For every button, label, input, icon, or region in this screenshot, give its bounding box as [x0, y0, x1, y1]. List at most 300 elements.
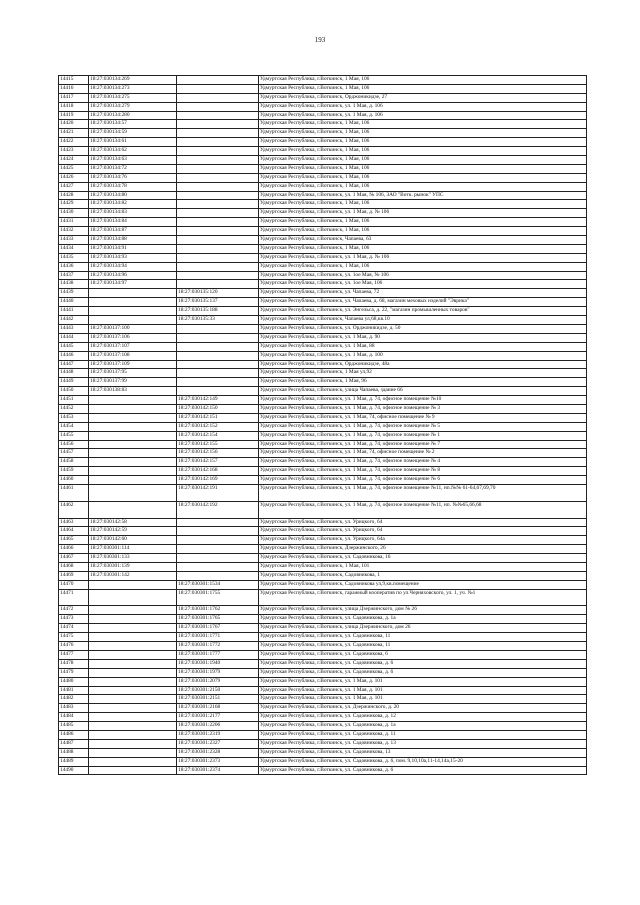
cadastral-number-cell [89, 677, 177, 686]
cadastral-number-cell: 18:27:030137:106 [89, 333, 177, 342]
cadastral-number-cell [89, 413, 177, 422]
row-number-cell: 14444 [59, 333, 89, 342]
table-row [59, 766, 587, 775]
table-row [59, 650, 587, 659]
row-number-cell: 14483 [59, 704, 89, 713]
cadastral-number-2-cell [177, 244, 259, 253]
row-number-cell: 14466 [59, 545, 89, 554]
cadastral-number-2-cell: 18:27:030142:157 [177, 458, 259, 467]
row-number-cell: 14416 [59, 84, 89, 93]
table-row [59, 76, 587, 85]
cadastral-number-cell [89, 484, 177, 501]
address-cell: Удмуртская Республика, г.Воткинск, ул. 1 Мая, д. 74, офисное помещение №11, нп. №№65,66,68 [259, 501, 587, 518]
table-row [59, 730, 587, 739]
cadastral-number-2-cell [177, 324, 259, 333]
address-cell: Удмуртская Республика, г.Воткинск, ул. 1 Мая, д. № 106 [259, 253, 587, 262]
cadastral-number-cell: 18:27:030134:269 [89, 76, 177, 85]
row-number-cell: 14461 [59, 484, 89, 501]
cadastral-number-cell: 18:27:030134:87 [89, 227, 177, 236]
table-row [59, 129, 587, 138]
cadastral-number-cell [89, 307, 177, 316]
cadastral-number-cell: 18:27:030301:142 [89, 571, 177, 580]
row-number-cell: 14441 [59, 307, 89, 316]
address-cell: Удмуртская Республика, г.Воткинск, 1 Мая, 106 [259, 129, 587, 138]
cadastral-number-2-cell: 18:27:030301:2079 [177, 677, 259, 686]
table-row [59, 677, 587, 686]
cadastral-number-2-cell: 18:27:030301:1534 [177, 580, 259, 589]
registry-table [58, 75, 587, 775]
table-row [59, 333, 587, 342]
cadastral-number-cell [89, 580, 177, 589]
cadastral-number-cell: 18:27:030134:96 [89, 271, 177, 280]
row-number-cell: 14431 [59, 218, 89, 227]
address-cell: Удмуртская Республика, г.Воткинск, 1 Мая, 106 [259, 182, 587, 191]
table-row [59, 501, 587, 518]
row-number-cell: 14472 [59, 606, 89, 615]
row-number-cell: 14486 [59, 730, 89, 739]
cadastral-number-2-cell [177, 173, 259, 182]
table-row [59, 298, 587, 307]
address-cell: Удмуртская Республика, г.Воткинск, ул. Садовникова, д. 6 [259, 668, 587, 677]
row-number-cell: 14418 [59, 102, 89, 111]
address-cell: Удмуртская Республика, г.Воткинск, 1 Мая, 106 [259, 200, 587, 209]
table-row [59, 467, 587, 476]
cadastral-number-cell: 18:27:030301:114 [89, 545, 177, 554]
cadastral-number-2-cell: 18:27:030301:1767 [177, 624, 259, 633]
table-row [59, 369, 587, 378]
cadastral-number-2-cell [177, 518, 259, 527]
address-cell: Удмуртская Республика, г.Воткинск, 1 Мая, 106 [259, 227, 587, 236]
cadastral-number-cell [89, 615, 177, 624]
address-cell: Удмуртская Республика, г.Воткинск, 1 Мая, 106 [259, 156, 587, 165]
cadastral-number-2-cell [177, 200, 259, 209]
row-number-cell: 14488 [59, 748, 89, 757]
row-number-cell: 14423 [59, 147, 89, 156]
cadastral-number-cell [89, 440, 177, 449]
address-cell: Удмуртская Республика, г.Воткинск, ул. 1 Мая, д. 74, офисное помещение № 6 [259, 476, 587, 485]
table-row [59, 527, 587, 536]
cadastral-number-cell [89, 722, 177, 731]
table-row [59, 262, 587, 271]
address-cell: Удмуртская Республика, г.Воткинск, ул. Садовникова, 13 [259, 748, 587, 757]
cadastral-number-cell: 18:27:030134:280 [89, 111, 177, 120]
table-row [59, 173, 587, 182]
row-number-cell: 14421 [59, 129, 89, 138]
address-cell: Удмуртская Республика, г.Воткинск, 1 Мая, 106 [259, 218, 587, 227]
address-cell: Удмуртская Республика, г.Воткинск, ул. Чапаева, 72 [259, 289, 587, 298]
table-row [59, 218, 587, 227]
cadastral-number-2-cell [177, 545, 259, 554]
row-number-cell: 14417 [59, 93, 89, 102]
table-row [59, 695, 587, 704]
cadastral-number-cell [89, 757, 177, 766]
table-row [59, 748, 587, 757]
row-number-cell: 14438 [59, 280, 89, 289]
address-cell: Удмуртская Республика, г.Воткинск, ул. Садовникова, д. 6, пом. 9,10,10а,11-14,14а,15-20 [259, 757, 587, 766]
cadastral-number-2-cell: 18:27:030301:1755 [177, 589, 259, 606]
address-cell: Удмуртская Республика, г.Воткинск, ул. Садовникова, д. 6 [259, 659, 587, 668]
address-cell: Удмуртская Республика, г.Воткинск, ул. 1 Мая, д. 74, офисное помещение № 5 [259, 422, 587, 431]
address-cell: Удмуртская Республика, г.Воткинск, Чапаева ул,68,кв.10 [259, 316, 587, 325]
row-number-cell: 14424 [59, 156, 89, 165]
address-cell: Удмуртская Республика, г.Воткинск, 1 Мая, 106 [259, 262, 587, 271]
address-cell: Удмуртская Республика, г.Воткинск, ул. 1 Мая, № 106, ЗАО "Вотк. рынок" УПС [259, 191, 587, 200]
address-cell: Удмуртская Республика, г.Воткинск, ул. Дзержинского, д. 20 [259, 704, 587, 713]
cadastral-number-cell: 18:27:030134:279 [89, 102, 177, 111]
table-row [59, 668, 587, 677]
cadastral-number-2-cell [177, 360, 259, 369]
cadastral-number-cell: 18:27:030134:62 [89, 147, 177, 156]
row-number-cell: 14463 [59, 518, 89, 527]
table-row [59, 120, 587, 129]
table-row [59, 615, 587, 624]
table-row [59, 102, 587, 111]
address-cell: Удмуртская Республика, г.Воткинск, ул. Садовникова, 11 [259, 642, 587, 651]
cadastral-number-2-cell: 18:27:030142:156 [177, 449, 259, 458]
table-row [59, 271, 587, 280]
row-number-cell: 14467 [59, 554, 89, 563]
cadastral-number-cell [89, 396, 177, 405]
cadastral-number-2-cell: 18:27:030142:155 [177, 440, 259, 449]
table-row [59, 413, 587, 422]
cadastral-number-2-cell: 18:27:030142:149 [177, 396, 259, 405]
cadastral-number-cell: 18:27:030134:275 [89, 93, 177, 102]
table-row [59, 554, 587, 563]
table-row [59, 476, 587, 485]
address-cell: Удмуртская Республика, г.Воткинск, 1 Мая, 101 [259, 563, 587, 572]
cadastral-number-2-cell [177, 280, 259, 289]
cadastral-number-2-cell [177, 342, 259, 351]
table-row [59, 289, 587, 298]
table-row [59, 200, 587, 209]
cadastral-number-2-cell: 18:27:030301:1940 [177, 659, 259, 668]
address-cell: Удмуртская Республика, г.Воткинск, улица Дзержинского, дом 26 [259, 624, 587, 633]
address-cell: Удмуртская Республика, г.Воткинск, ул. 1 Мая, д. 74, офисное помещение №11, нп.№№ 61-64,67,69,70 [259, 484, 587, 501]
row-number-cell: 14481 [59, 686, 89, 695]
row-number-cell: 14482 [59, 695, 89, 704]
address-cell: Удмуртская Республика, г.Воткинск, 1 Мая, 106 [259, 76, 587, 85]
row-number-cell: 14439 [59, 289, 89, 298]
address-cell: Удмуртская Республика, г.Воткинск, ул. Энгельса, д. 22, "магазин промышленных товаров" [259, 307, 587, 316]
cadastral-number-2-cell: 18:27:030135:188 [177, 307, 259, 316]
address-cell: Удмуртская Республика, г.Воткинск, Садовникова, 1 [259, 571, 587, 580]
row-number-cell: 14435 [59, 253, 89, 262]
address-cell: Удмуртская Республика, г.Воткинск, Чапаева, 63 [259, 236, 587, 245]
table-row [59, 580, 587, 589]
table-row [59, 404, 587, 413]
row-number-cell: 14459 [59, 467, 89, 476]
cadastral-number-2-cell [177, 156, 259, 165]
row-number-cell: 14479 [59, 668, 89, 677]
cadastral-number-2-cell: 18:27:030301:1762 [177, 606, 259, 615]
cadastral-number-2-cell [177, 76, 259, 85]
cadastral-number-cell: 18:27:030134:93 [89, 253, 177, 262]
cadastral-number-2-cell: 18:27:030301:1979 [177, 668, 259, 677]
row-number-cell: 14426 [59, 173, 89, 182]
cadastral-number-2-cell: 18:27:030301:2150 [177, 686, 259, 695]
address-cell: Удмуртская Республика, г.Воткинск, Дзержинского, 26 [259, 545, 587, 554]
cadastral-number-2-cell [177, 571, 259, 580]
table-row [59, 536, 587, 545]
row-number-cell: 14469 [59, 571, 89, 580]
row-number-cell: 14456 [59, 440, 89, 449]
cadastral-number-cell: 18:27:030134:83 [89, 209, 177, 218]
table-row [59, 209, 587, 218]
cadastral-number-cell: 18:27:030134:84 [89, 218, 177, 227]
cadastral-number-cell [89, 606, 177, 615]
address-cell: Удмуртская Республика, г.Воткинск, ул. 1 Мая, д. 101 [259, 677, 587, 686]
row-number-cell: 14453 [59, 413, 89, 422]
address-cell: Удмуртская Республика, г.Воткинск, ул. 1 Мая, д. 106 [259, 111, 587, 120]
cadastral-number-2-cell [177, 271, 259, 280]
cadastral-number-2-cell [177, 102, 259, 111]
row-number-cell: 14484 [59, 713, 89, 722]
address-cell: Удмуртская Республика, г.Воткинск, ул. 1 Мая, д. 74, офисное помещение № 7 [259, 440, 587, 449]
address-cell: Удмуртская Республика, г.Воткинск, 1 Мая, 106 [259, 138, 587, 147]
cadastral-number-cell: 18:27:030134:76 [89, 173, 177, 182]
row-number-cell: 14428 [59, 191, 89, 200]
cadastral-number-cell: 18:27:030134:88 [89, 236, 177, 245]
cadastral-number-2-cell: 18:27:030301:1777 [177, 650, 259, 659]
cadastral-number-cell: 18:27:030137:107 [89, 342, 177, 351]
cadastral-number-2-cell: 18:27:030142:168 [177, 467, 259, 476]
table-row [59, 739, 587, 748]
cadastral-number-cell: 18:27:030138:83 [89, 387, 177, 396]
cadastral-number-cell: 18:27:030134:59 [89, 129, 177, 138]
table-row [59, 191, 587, 200]
cadastral-number-cell: 18:27:030134:97 [89, 280, 177, 289]
cadastral-number-cell [89, 686, 177, 695]
cadastral-number-cell [89, 589, 177, 606]
address-cell: Удмуртская Республика, г.Воткинск, ул. 1 Мая, д. 106 [259, 102, 587, 111]
cadastral-number-2-cell [177, 369, 259, 378]
cadastral-number-2-cell: 18:27:030301:1765 [177, 615, 259, 624]
row-number-cell: 14422 [59, 138, 89, 147]
row-number-cell: 14420 [59, 120, 89, 129]
cadastral-number-2-cell: 18:27:030142:151 [177, 413, 259, 422]
cadastral-number-cell [89, 642, 177, 651]
cadastral-number-cell: 18:27:030142:58 [89, 518, 177, 527]
cadastral-number-cell: 18:27:030301:139 [89, 563, 177, 572]
table-row [59, 182, 587, 191]
address-cell: Удмуртская Республика, г.Воткинск, ул. 1ое Мая, 106 [259, 280, 587, 289]
cadastral-number-2-cell [177, 554, 259, 563]
table-row [59, 93, 587, 102]
row-number-cell: 14447 [59, 360, 89, 369]
address-cell: Удмуртская Республика, г.Воткинск, улица Чапаева, здание 66 [259, 387, 587, 396]
table-row [59, 563, 587, 572]
address-cell: Удмуртская Республика, г.Воткинск, ул. 1 Мая, д. 100 [259, 351, 587, 360]
row-number-cell: 14476 [59, 642, 89, 651]
address-cell: Удмуртская Республика, г.Воткинск, Орджоникидзе, 27 [259, 93, 587, 102]
cadastral-number-cell [89, 458, 177, 467]
cadastral-number-2-cell: 18:27:030142:191 [177, 484, 259, 501]
row-number-cell: 14452 [59, 404, 89, 413]
address-cell: Удмуртская Республика, г.Воткинск, ул. Садовникова, д. 11 [259, 730, 587, 739]
cadastral-number-2-cell [177, 351, 259, 360]
table-row [59, 324, 587, 333]
address-cell: Удмуртская Республика, г.Воткинск, ул. Чапаева, д. 68, магазин меховых изделий "Эврика" [259, 298, 587, 307]
table-row [59, 84, 587, 93]
row-number-cell: 14470 [59, 580, 89, 589]
cadastral-number-cell [89, 650, 177, 659]
cadastral-number-2-cell: 18:27:030142:152 [177, 422, 259, 431]
registry-table-body [59, 76, 587, 775]
cadastral-number-2-cell [177, 563, 259, 572]
row-number-cell: 14434 [59, 244, 89, 253]
table-row [59, 164, 587, 173]
cadastral-number-cell [89, 668, 177, 677]
address-cell: Удмуртская Республика, г.Воткинск, ул. 1 Мая, д. 74, офисное помещение № 1 [259, 431, 587, 440]
cadastral-number-2-cell [177, 147, 259, 156]
row-number-cell: 14455 [59, 431, 89, 440]
cadastral-number-2-cell [177, 209, 259, 218]
cadastral-number-cell [89, 659, 177, 668]
cadastral-number-cell [89, 501, 177, 518]
table-row [59, 440, 587, 449]
cadastral-number-2-cell: 18:27:030301:2177 [177, 713, 259, 722]
row-number-cell: 14465 [59, 536, 89, 545]
cadastral-number-2-cell [177, 236, 259, 245]
cadastral-number-cell [89, 695, 177, 704]
row-number-cell: 14427 [59, 182, 89, 191]
table-row [59, 378, 587, 387]
address-cell: Удмуртская Республика, г.Воткинск, ул. Садовникова, д. 13 [259, 739, 587, 748]
address-cell: Удмуртская Республика, г.Воткинск, гаражный кооператив по ул.Черняховского, ул. 1, уч. №1 [259, 589, 587, 606]
row-number-cell: 14430 [59, 209, 89, 218]
address-cell: Удмуртская Республика, г.Воткинск, Орджоникидзе, 48а [259, 360, 587, 369]
cadastral-number-cell: 18:27:030301:133 [89, 554, 177, 563]
row-number-cell: 14490 [59, 766, 89, 775]
row-number-cell: 14449 [59, 378, 89, 387]
cadastral-number-cell [89, 748, 177, 757]
cadastral-number-2-cell [177, 84, 259, 93]
cadastral-number-cell [89, 449, 177, 458]
cadastral-number-2-cell [177, 138, 259, 147]
address-cell: Удмуртская Республика, г.Воткинск, 1 Мая, 106 [259, 120, 587, 129]
table-row [59, 387, 587, 396]
row-number-cell: 14475 [59, 633, 89, 642]
table-row [59, 156, 587, 165]
cadastral-number-2-cell: 18:27:030301:2206 [177, 722, 259, 731]
cadastral-number-2-cell: 18:27:030135:137 [177, 298, 259, 307]
table-row [59, 713, 587, 722]
table-row [59, 111, 587, 120]
table-row [59, 316, 587, 325]
cadastral-number-2-cell: 18:27:030301:2328 [177, 748, 259, 757]
table-row [59, 757, 587, 766]
row-number-cell: 14462 [59, 501, 89, 518]
cadastral-number-2-cell [177, 536, 259, 545]
table-row [59, 138, 587, 147]
row-number-cell: 14457 [59, 449, 89, 458]
cadastral-number-2-cell [177, 129, 259, 138]
cadastral-number-2-cell: 18:27:030142:154 [177, 431, 259, 440]
address-cell: Удмуртская Республика, г.Воткинск, ул. Садовникова, 16 [259, 554, 587, 563]
cadastral-number-cell: 18:27:030142:60 [89, 536, 177, 545]
cadastral-number-2-cell: 18:27:030142:169 [177, 476, 259, 485]
cadastral-number-cell [89, 289, 177, 298]
cadastral-number-cell: 18:27:030134:57 [89, 120, 177, 129]
table-row [59, 360, 587, 369]
address-cell: Удмуртская Республика, г.Воткинск, ул. Садовникова, д. 1а [259, 722, 587, 731]
row-number-cell: 14468 [59, 563, 89, 572]
table-row [59, 704, 587, 713]
cadastral-number-cell: 18:27:030137:100 [89, 324, 177, 333]
address-cell: Удмуртская Республика, г.Воткинск, ул. 1 Мая, д. 74, офисное помещение № 8 [259, 467, 587, 476]
address-cell: Удмуртская Республика, г.Воткинск, ул. 1 Мая, д. 90 [259, 333, 587, 342]
table-row [59, 253, 587, 262]
table-row [59, 422, 587, 431]
cadastral-number-2-cell: 18:27:030301:2319 [177, 730, 259, 739]
cadastral-number-2-cell: 18:27:030142:150 [177, 404, 259, 413]
address-cell: Удмуртская Республика, г.Воткинск, ул. 1 Мая, д. 74, офисное помещение №10 [259, 396, 587, 405]
address-cell: Удмуртская Республика, г.Воткинск, ул. Садовникова, 11 [259, 633, 587, 642]
address-cell: Удмуртская Республика, г.Воткинск, ул. 1ое Мая, № 106 [259, 271, 587, 280]
cadastral-number-2-cell [177, 191, 259, 200]
table-row [59, 633, 587, 642]
table-row [59, 458, 587, 467]
row-number-cell: 14454 [59, 422, 89, 431]
table-row [59, 624, 587, 633]
cadastral-number-2-cell [177, 527, 259, 536]
cadastral-number-cell: 18:27:030134:273 [89, 84, 177, 93]
cadastral-number-cell [89, 624, 177, 633]
row-number-cell: 14432 [59, 227, 89, 236]
cadastral-number-2-cell [177, 387, 259, 396]
cadastral-number-cell: 18:27:030134:72 [89, 164, 177, 173]
row-number-cell: 14440 [59, 298, 89, 307]
row-number-cell: 14489 [59, 757, 89, 766]
cadastral-number-cell: 18:27:030137:99 [89, 378, 177, 387]
address-cell: Удмуртская Республика, г.Воткинск, ул. 1 Мая, 74, офисное помещение № 2 [259, 449, 587, 458]
row-number-cell: 14425 [59, 164, 89, 173]
cadastral-number-2-cell [177, 182, 259, 191]
table-row [59, 236, 587, 245]
address-cell: Удмуртская Республика, г.Воткинск, ул. Садовникова, д. 6 [259, 766, 587, 775]
address-cell: Удмуртская Республика, г.Воткинск, ул. Урицкого, 64а [259, 536, 587, 545]
cadastral-number-cell [89, 730, 177, 739]
address-cell: Удмуртская Республика, г.Воткинск, 1 Мая, 106 [259, 147, 587, 156]
cadastral-number-cell [89, 467, 177, 476]
cadastral-number-2-cell: 18:27:030301:2168 [177, 704, 259, 713]
cadastral-number-2-cell [177, 227, 259, 236]
table-row [59, 606, 587, 615]
row-number-cell: 14450 [59, 387, 89, 396]
table-row [59, 280, 587, 289]
row-number-cell: 14474 [59, 624, 89, 633]
address-cell: Удмуртская Республика, г.Воткинск, ул. Орджоникидзе, д. 50 [259, 324, 587, 333]
cadastral-number-2-cell: 18:27:030301:1771 [177, 633, 259, 642]
address-cell: Удмуртская Республика, г.Воткинск, улица Дзержинского, дом № 26 [259, 606, 587, 615]
address-cell: Удмуртская Республика, г.Воткинск, ул. Садовникова, 6 [259, 650, 587, 659]
cadastral-number-cell: 18:27:030134:82 [89, 200, 177, 209]
table-row [59, 722, 587, 731]
table-row [59, 227, 587, 236]
table-row [59, 449, 587, 458]
address-cell: Удмуртская Республика, г.Воткинск, ул. 1 Мая, 88 [259, 342, 587, 351]
row-number-cell: 14458 [59, 458, 89, 467]
cadastral-number-cell: 18:27:030137:95 [89, 369, 177, 378]
row-number-cell: 14429 [59, 200, 89, 209]
cadastral-number-2-cell: 18:27:030142:192 [177, 501, 259, 518]
cadastral-number-2-cell: 18:27:030135:120 [177, 289, 259, 298]
address-cell: Удмуртская Республика, г.Воткинск, ул. Садовникова, д. 1а [259, 615, 587, 624]
cadastral-number-cell: 18:27:030134:80 [89, 191, 177, 200]
cadastral-number-2-cell: 18:27:030301:2374 [177, 766, 259, 775]
cadastral-number-cell: 18:27:030134:78 [89, 182, 177, 191]
row-number-cell: 14433 [59, 236, 89, 245]
